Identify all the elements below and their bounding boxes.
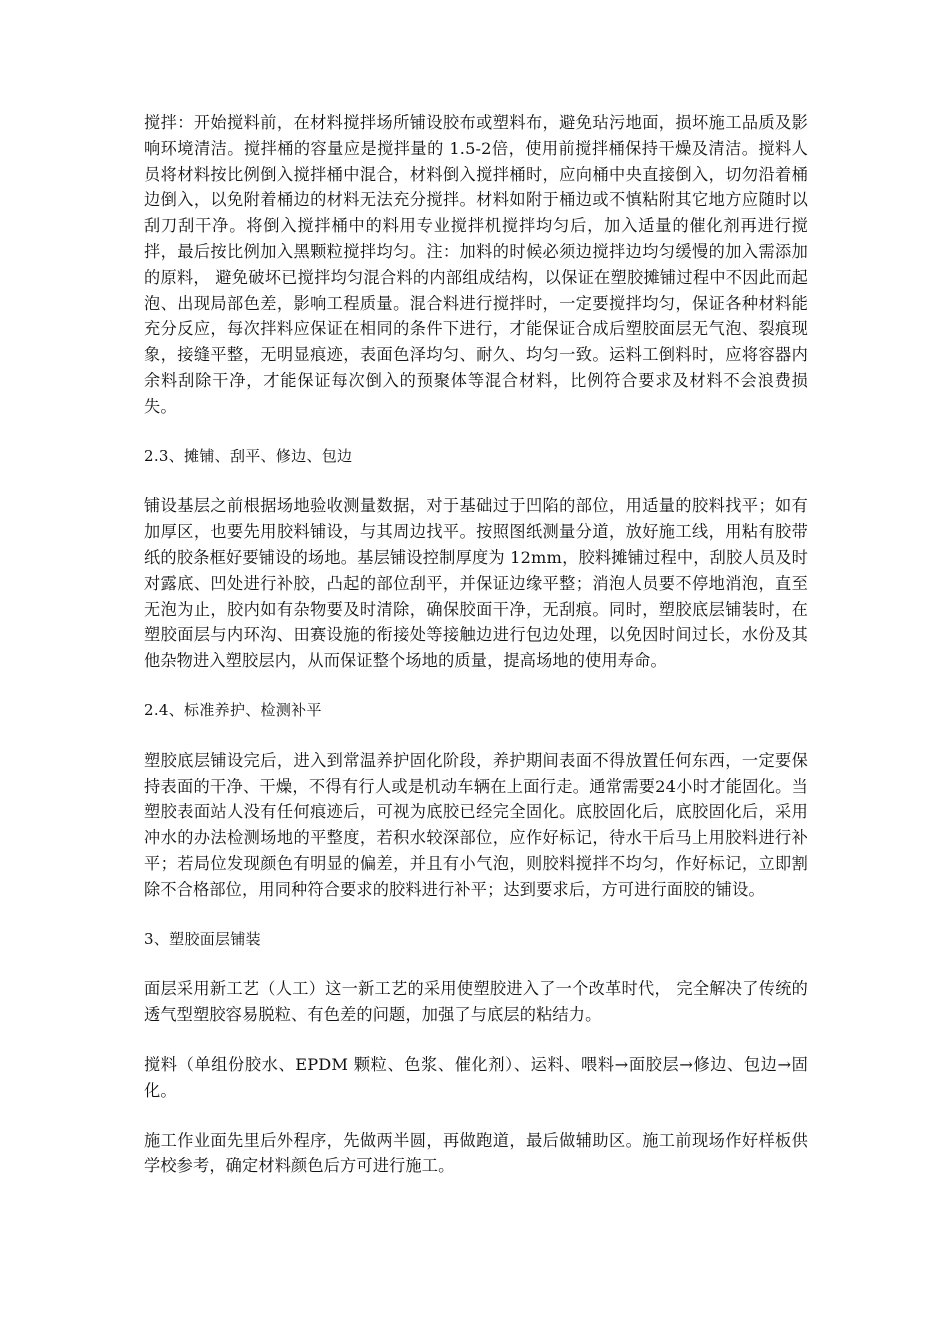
paragraph-curing: 塑胶底层铺设完后，进入到常温养护固化阶段，养护期间表面不得放置任何东西，一定要保持表面的干净、干燥，不得有行人或是机动车辆在上面行走。通常需要24小时才能固化。当塑胶表面站人没有任何痕迹后，可视为底胶已经完全固化。底胶固化后，底胶固化后，采用冲水的办法检测场地的平整度，若积水较深部位，应作好标记，待水干后马上用胶料进行补平；若局位发现颜色有明显的偏差，并且有小气泡，则胶料搅拌不均匀，作好标记，立即割除不合格部位，用同种符合要求的胶料进行补平；达到要求后，方可进行面胶的铺设。 xyxy=(144,750,808,899)
section-heading-2-4: 2.4、标准养护、检测补平 xyxy=(144,700,322,719)
paragraph-process-flow: 搅料（单组份胶水、EPDM 颗粒、色浆、催化剂）、运料、喂料→面胶层→修边、包边→固化。 xyxy=(144,1054,808,1100)
document-page xyxy=(144,110,808,1203)
paragraph-mixing: 搅拌：开始搅料前，在材料搅拌场所铺设胶布或塑料布，避免玷污地面，损坏施工品质及影响环境清洁。搅拌桶的容量应是搅拌量的 1.5-2倍，使用前搅拌桶保持干燥及清洁。搅料人员将材料按比例倒入搅拌桶中混合，材料倒入搅拌桶时，应向桶中央直接倒入，切勿沿着桶边倒入，以免附着桶边的材料无法充分搅拌。材料如附于桶边或不慎粘附其它地方应随时以刮刀刮干净。将倒入搅拌桶中的料用专业搅拌机搅拌均匀后，加入适量的催化剂再进行搅拌，最后按比例加入黑颗粒搅拌均匀。注：加料的时候必须边搅拌边均匀缓慢的加入需添加的原料， 避免破坏已搅拌均匀混合料的内部组成结构，以保证在塑胶摊铺过程中不因此而起泡、出现局部色差，影响工程质量。混合料进行搅拌时，一定要搅拌均匀，保证各种材料能充分反应，每次拌料应保证在相同的条件下进行，才能保证合成后塑胶面层无气泡、裂痕现象，接缝平整，无明显痕迹，表面色泽均匀、耐久、均匀一致。运料工倒料时，应将容器内余料刮除干净，才能保证每次倒入的预聚体等混合材料，比例符合要求及材料不会浪费损失。 xyxy=(144,113,808,416)
paragraph-paving: 铺设基层之前根据场地验收测量数据，对于基础过于凹陷的部位，用适量的胶料找平；如有加厚区，也要先用胶料铺设，与其周边找平。按照图纸测量分道，放好施工线，用粘有胶带纸的胶条框好要铺设的场地。基层铺设控制厚度为 12mm，胶料摊铺过程中，刮胶人员及时对露底、凹处进行补胶，凸起的部位刮平，并保证边缘平整；消泡人员要不停地消泡，直至无泡为止，胶内如有杂物要及时清除，确保胶面干净，无刮痕。同时，塑胶底层铺装时，在塑胶面层与内环沟、田赛设施的衔接处等接触边进行包边处理，以免因时间过长，水份及其他杂物进入塑胶层内，从而保证整个场地的质量，提高场地的使用寿命。 xyxy=(144,496,808,671)
paragraph-surface-layer: 面层采用新工艺（人工）这一新工艺的采用使塑胶进入了一个改革时代， 完全解决了传统的透气型塑胶容易脱粒、有色差的问题，加强了与底层的粘结力。 xyxy=(144,979,808,1025)
section-heading-2-3: 2.3、摊铺、刮平、修边、包边 xyxy=(144,446,353,465)
paragraph-work-order: 施工作业面先里后外程序，先做两半圆，再做跑道，最后做辅助区。施工前现场作好样板供学校参考，确定材料颜色后方可进行施工。 xyxy=(144,1130,808,1176)
section-heading-3: 3、塑胶面层铺装 xyxy=(144,929,261,948)
